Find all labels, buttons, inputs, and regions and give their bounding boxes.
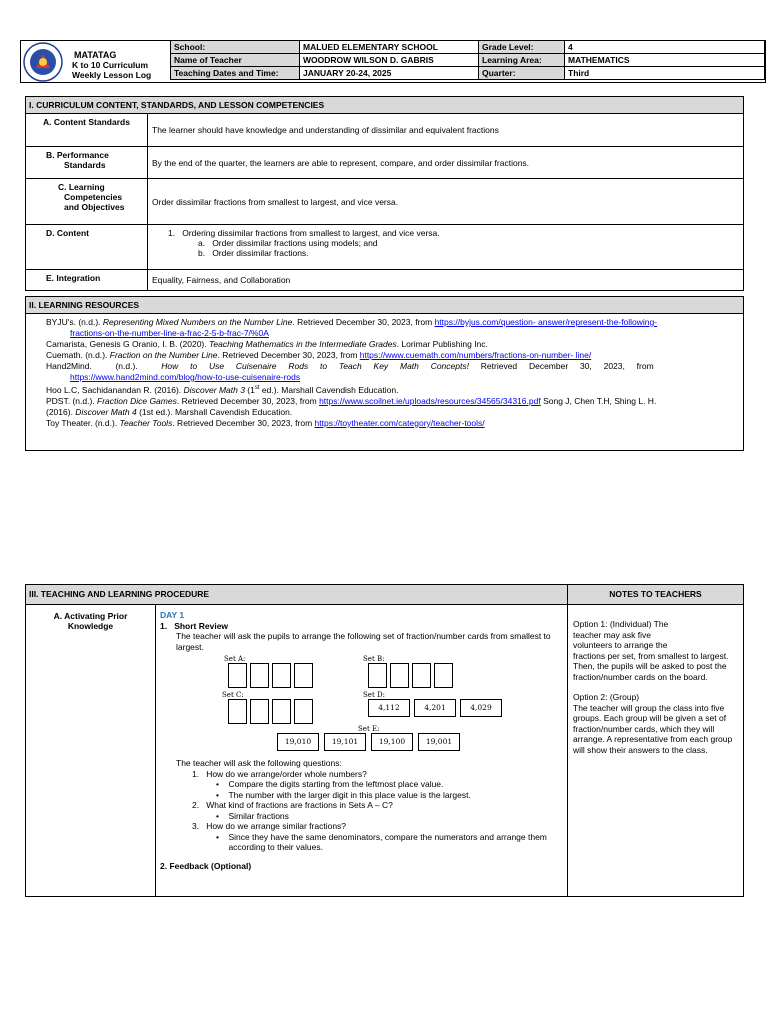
hand2mind-link[interactable]: https://www.hand2mind.com/blog/how-to-use-cuisenaire-rods — [70, 372, 301, 382]
notes-to-teachers — [568, 605, 743, 897]
pdst-link[interactable]: https://www.scoilnet.ie/uploads/resources/34565/34316.pdf — [319, 395, 541, 406]
performance-standards-label — [26, 147, 148, 178]
byjus-link-cont[interactable]: fractions-on-the-number-line-a-frac-2-5-b-frac-7/%0A — [70, 328, 269, 338]
notes-option1: Option 1: (Individual) The teacher may ask five volunteers to arrange the fractions per set, from smallest to largest. Then, the pupils will be asked to post the fraction/number cards on the board. — [573, 619, 729, 682]
set-c-card — [250, 699, 269, 724]
content-label: D. Content — [26, 225, 148, 269]
resource-hand2mind: Hand2Mind. (n.d.). How to Use Cuisenaire Rods to Teach Key Math Concepts! Retrieved December 30, 2023, from — [46, 361, 654, 371]
question-1-bullet-1: • Compare the digits starting from the leftmost place value. — [216, 779, 444, 789]
set-d-card: 4,201 — [414, 699, 456, 717]
procedure-content — [156, 605, 568, 897]
learning-resources-title: II. LEARNING RESOURCES — [26, 297, 743, 314]
set-e-label: Set E: — [358, 725, 380, 733]
procedure-title: III. TEACHING AND LEARNING PROCEDURE — [26, 585, 568, 604]
org-line1: MATATAG — [74, 50, 117, 60]
set-b-card — [390, 663, 409, 688]
resource-toytheater: Toy Theater. (n.d.). Teacher Tools. Retrieved December 30, 2023, from https://toytheater.com/category/teacher-tools/ — [46, 417, 485, 428]
set-c-card — [228, 699, 247, 724]
review-instruction: The teacher will ask the pupils to arrange the following set of fraction/number cards from smallest to largest. — [176, 631, 551, 652]
toytheater-link[interactable]: https://toytheater.com/category/teacher-tools/ — [314, 417, 485, 428]
teaching-procedure-section — [25, 584, 744, 897]
questions-intro: The teacher will ask the following questions: — [176, 758, 342, 768]
set-d-label: Set D: — [363, 691, 385, 699]
content-row — [26, 225, 743, 270]
content-item-1: 1. Ordering dissimilar fractions from smallest to largest, and vice versa. — [168, 228, 440, 238]
question-1-bullet-2: • The number with the larger digit in this place value is the largest. — [216, 789, 471, 800]
resource-pdst: PDST. (n.d.). Fraction Dice Games. Retrieved December 30, 2023, from https://www.scoilnet.ie/uploads/resources/34565/34316.pdf Song J, Chen T.H, Shing L. H. — [46, 395, 657, 406]
performance-label-line2: Standards — [64, 160, 106, 170]
grade-level-value: 4 — [565, 41, 765, 54]
activating-label-line2: Knowledge — [67, 621, 114, 631]
curriculum-section-title: I. CURRICULUM CONTENT, STANDARDS, AND LESSON COMPETENCIES — [26, 97, 743, 114]
set-e-card: 19,001 — [418, 733, 460, 751]
set-b-label: Set B: — [363, 655, 385, 663]
competencies-label-line1: C. Learning — [58, 182, 105, 192]
performance-label-line1: B. Performance — [46, 150, 109, 160]
competencies-label-line3: and Objectives — [64, 202, 125, 212]
dates-value: JANUARY 20-24, 2025 — [300, 67, 479, 80]
question-3-bullet-1: • Since they have the same denominators, compare the numerators and arrange them according to their values. — [216, 831, 547, 852]
set-a-card — [294, 663, 313, 688]
performance-standards-value: By the end of the quarter, the learners are able to represent, compare, and order dissimilar fractions. — [152, 157, 530, 168]
content-standards-value: The learner should have knowledge and understanding of dissimilar and equivalent fractions — [152, 125, 499, 135]
content-standards-row — [26, 114, 743, 147]
set-b-card — [434, 663, 453, 688]
org-line3: Weekly Lesson Log — [72, 70, 152, 80]
competencies-label-line2: Competencies — [64, 192, 123, 202]
procedure-header-row — [26, 585, 743, 605]
competencies-value: Order dissimilar fractions from smallest to largest, and vice versa. — [152, 196, 399, 207]
number-cards-figure — [160, 652, 563, 758]
learning-area-value: MATHEMATICS — [565, 54, 765, 67]
integration-row — [26, 270, 743, 290]
org-title — [72, 50, 151, 80]
feedback-heading: 2. Feedback (Optional) — [160, 860, 252, 871]
set-a-card — [272, 663, 291, 688]
school-value: MALUED ELEMENTARY SCHOOL — [300, 41, 479, 54]
set-d-card: 4,112 — [368, 699, 410, 717]
curriculum-section — [25, 96, 744, 291]
notes-title: NOTES TO TEACHERS — [609, 589, 702, 599]
teacher-label: Name of Teacher — [171, 54, 300, 67]
notes-option2-title: Option 2: (Group) — [573, 692, 640, 702]
content-sub-a: a. Order dissimilar fractions using models; and — [198, 238, 378, 248]
set-c-label: Set C: — [222, 691, 244, 699]
set-b-card — [368, 663, 387, 688]
set-c-card — [294, 699, 313, 724]
set-a-label: Set A: — [224, 655, 246, 663]
resource-hoo: Hoo L.C, Sachidanandan R. (2016). Discover Math 3 (1st ed.). Marshall Cavendish Education. — [46, 384, 399, 395]
content-value — [148, 225, 743, 269]
day-label: DAY 1 — [160, 610, 185, 620]
resource-camarista: Camarista, Genesis G Oranio, I. B. (2020). Teaching Mathematics in the Intermediate Grades. Lorimar Publishing Inc. — [46, 339, 488, 349]
integration-label: E. Integration — [26, 270, 148, 290]
dates-label: Teaching Dates and Time: — [171, 67, 300, 80]
activating-label-line1: A. Activating Prior — [53, 611, 128, 621]
learning-area-label: Learning Area: — [479, 54, 565, 67]
resource-byjus-cont — [46, 328, 735, 339]
question-3: 3. How do we arrange similar fractions? — [192, 821, 347, 831]
deped-seal-icon — [22, 42, 64, 82]
content-item-1-text: Ordering dissimilar fractions from smallest to largest, and vice versa. — [182, 228, 440, 238]
question-2: 2. What kind of fractions are fractions in Sets A – C? — [192, 800, 393, 810]
set-a-card — [228, 663, 247, 688]
performance-standards-row — [26, 147, 743, 179]
grade-level-label: Grade Level: — [479, 41, 565, 54]
competencies-row — [26, 179, 743, 225]
quarter-value: Third — [565, 67, 765, 80]
set-e-card: 19,010 — [277, 733, 319, 751]
content-sub-b: b. Order dissimilar fractions. — [198, 248, 309, 258]
short-review-heading: 1. Short Review — [160, 620, 229, 631]
content-standards-label: A. Content Standards — [26, 114, 148, 146]
notes-option2: The teacher will group the class into five groups. Each group will be given a set of fraction/number cards, which they will arrange. A representative from each group will show their answers to the class. — [573, 702, 733, 755]
set-a-card — [250, 663, 269, 688]
set-e-card: 19,101 — [324, 733, 366, 751]
teacher-value: WOODROW WILSON D. GABRIS — [300, 54, 479, 67]
set-c-card — [272, 699, 291, 724]
resource-cuemath: Cuemath. (n.d.). Fraction on the Number Line. Retrieved December 30, 2023, from https://www.cuemath.com/numbers/fractions-on-number- line/ — [46, 350, 592, 360]
resources-list — [26, 314, 743, 429]
resource-hand2mind-cont — [46, 372, 735, 383]
set-b-card — [412, 663, 431, 688]
header-info-table — [170, 40, 765, 80]
set-d-card: 4,029 — [460, 699, 502, 717]
resource-byjus: BYJU's. (n.d.). Representing Mixed Numbers on the Number Line. Retrieved December 30, 2023, from https://byjus.com/question- answer/represent-the-following- — [46, 317, 658, 327]
resource-song: (2016). Discover Math 4 (1st ed.). Marshall Cavendish Education. — [46, 406, 293, 417]
cuemath-link[interactable]: https://www.cuemath.com/numbers/fractions-on-number- line/ — [359, 350, 592, 360]
content-sub-b-text: Order dissimilar fractions. — [212, 248, 309, 258]
competencies-label — [26, 179, 148, 224]
byjus-link[interactable]: https://byjus.com/question- answer/represent-the-following- — [434, 317, 658, 327]
question-2-bullet-1: • Similar fractions — [216, 810, 289, 821]
content-sub-a-text: Order dissimilar fractions using models; and — [212, 238, 378, 248]
set-e-card: 19,100 — [371, 733, 413, 751]
quarter-label: Quarter: — [479, 67, 565, 80]
question-1: 1. How do we arrange/order whole numbers? — [192, 768, 367, 779]
activating-knowledge-label — [26, 605, 156, 897]
procedure-body-row — [26, 605, 743, 897]
learning-resources-section — [25, 296, 744, 451]
integration-value: Equality, Fairness, and Collaboration — [152, 275, 291, 285]
org-line2: K to 10 Curriculum — [72, 60, 149, 70]
school-label: School: — [171, 41, 300, 54]
